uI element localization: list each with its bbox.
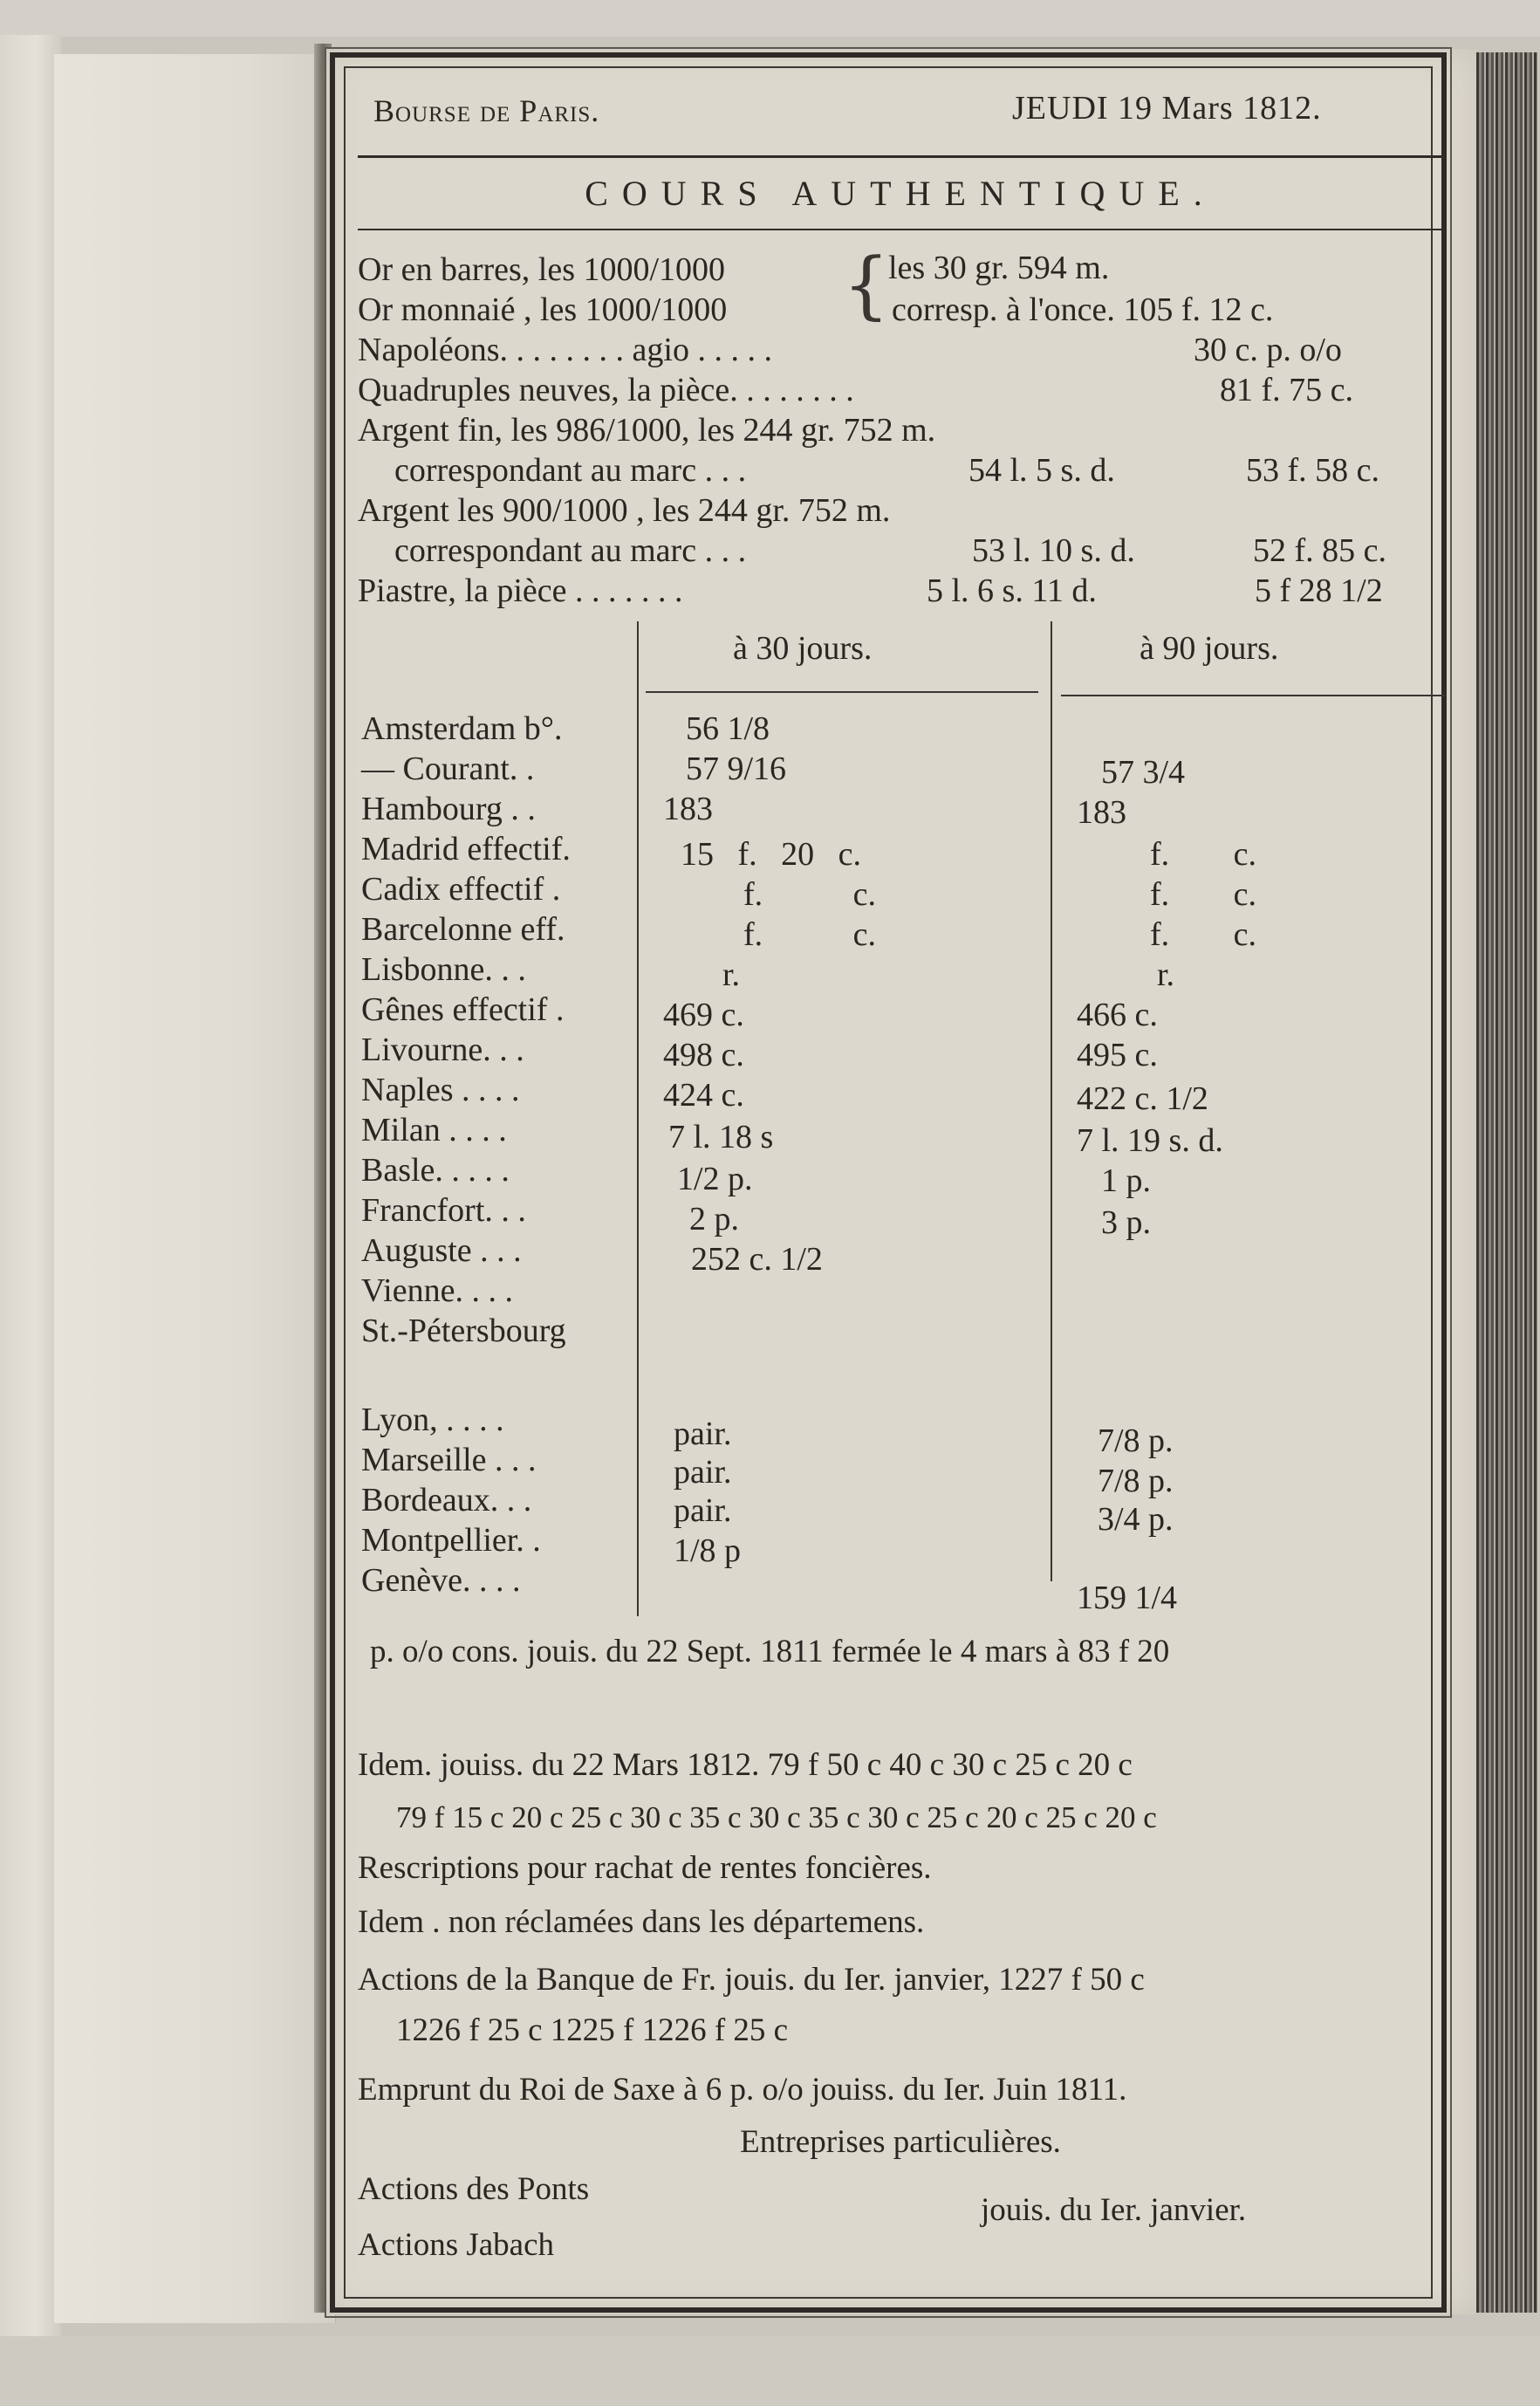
header-date: JEUDI 19 Mars 1812. <box>1012 90 1322 127</box>
quadruples: Quadruples neuves, la pièce. . . . . . . . <box>358 372 854 408</box>
rate30-naples: 424 c. <box>663 1077 744 1114</box>
actions-banque: Actions de la Banque de Fr. jouis. du Ier. janvier, 1227 f 50 c <box>358 1962 1145 1998</box>
place-bordeaux: Bordeaux. . . <box>361 1482 532 1518</box>
place-hambourg: Hambourg . . <box>361 791 536 827</box>
background-top <box>0 0 1540 37</box>
col-header-90: à 90 jours. <box>1140 630 1279 667</box>
rate30-amsterdam: 56 1/8 <box>686 710 770 747</box>
argent-fin-corr: correspondant au marc . . . <box>394 452 747 489</box>
actions-ponts: Actions des Ponts <box>358 2171 590 2207</box>
piastre-value: 5 f 28 1/2 <box>1255 572 1383 609</box>
rate30-madrid: 15 f. 20 c. <box>681 836 862 873</box>
exchange-column-divider-right <box>1051 621 1052 1581</box>
argent-900-corr: correspondant au marc . . . <box>394 532 747 569</box>
rate90-francfort: 3 p. <box>1101 1204 1151 1241</box>
rate30-cadix: f. c. <box>743 876 877 913</box>
rate90-lyon: 7/8 p. <box>1098 1422 1174 1459</box>
emprunt-saxe: Emprunt du Roi de Saxe à 6 p. o/o jouiss. du Ier. Juin 1811. <box>358 2072 1127 2108</box>
argent-900: Argent les 900/1000 , les 244 gr. 752 m. <box>358 492 891 529</box>
title-rule <box>358 229 1443 230</box>
or-monnaie: Or monnaié , les 1000/1000 <box>358 291 728 328</box>
rate90-naples: 422 c. 1/2 <box>1077 1080 1208 1117</box>
facing-blank-page <box>54 54 336 2323</box>
rescriptions: Rescriptions pour rachat de rentes foncières. <box>358 1850 932 1886</box>
rate30-montpellier: 1/8 p <box>674 1532 742 1569</box>
place-auguste: Auguste . . . <box>361 1232 522 1269</box>
rate30-bordeaux: pair. <box>674 1492 732 1529</box>
place-vienne: Vienne. . . . <box>361 1272 513 1309</box>
argent-900-value: 52 f. 85 c. <box>1253 532 1387 569</box>
rate90-bordeaux: 3/4 p. <box>1098 1501 1174 1538</box>
place-francfort: Francfort. . . <box>361 1192 526 1229</box>
napoleons: Napoléons. . . . . . . . agio . . . . . <box>358 332 772 368</box>
place-st-petersbourg: St.-Pétersbourg <box>361 1313 566 1349</box>
actions-jabach: Actions Jabach <box>358 2227 555 2263</box>
page-title: COURS AUTHENTIQUE. <box>585 174 1216 213</box>
place-geneve: Genève. . . . <box>361 1562 521 1599</box>
piastre-marc: 5 l. 6 s. 11 d. <box>927 572 1097 609</box>
rate30-courant: 57 9/16 <box>686 751 787 787</box>
napoleons-value: 30 c. p. o/o <box>1194 332 1342 368</box>
place-lisbonne: Lisbonne. . . <box>361 951 526 988</box>
rate30-marseille: pair. <box>674 1454 732 1491</box>
argent-fin-value: 53 f. 58 c. <box>1246 452 1380 489</box>
argent-fin-marc: 54 l. 5 s. d. <box>968 452 1115 489</box>
rate90-milan: 7 l. 19 s. d. <box>1077 1122 1223 1159</box>
exchange-column-divider-left <box>637 621 639 1616</box>
place-barcelonne: Barcelonne eff. <box>361 911 565 948</box>
rate90-genes: 466 c. <box>1077 997 1158 1033</box>
header-left: Bourse de Paris. <box>373 93 600 128</box>
rate90-courant: 57 3/4 <box>1101 754 1186 791</box>
rate30-auguste: 252 c. 1/2 <box>691 1241 823 1278</box>
quadruples-value: 81 f. 75 c. <box>1220 372 1354 408</box>
rentes-line-2: Idem. jouiss. du 22 Mars 1812. 79 f 50 c 40 c 30 c 25 c 20 c <box>358 1747 1133 1783</box>
page-stack-edges <box>1476 52 1537 2313</box>
left-page-edge <box>0 35 61 2339</box>
place-basle: Basle. . . . . <box>361 1152 510 1189</box>
place-amsterdam: Amsterdam b°. <box>361 710 563 747</box>
entreprises-heading: Entreprises particulières. <box>740 2124 1061 2160</box>
ponts-jouissance: jouis. du Ier. janvier. <box>981 2192 1247 2228</box>
col-header-rule-90 <box>1061 695 1445 696</box>
or-barres: Or en barres, les 1000/1000 <box>358 251 726 288</box>
rate90-geneve: 159 1/4 <box>1077 1580 1178 1616</box>
place-cadix: Cadix effectif . <box>361 871 561 908</box>
rate90-cadix: f. c. <box>1150 876 1257 913</box>
rate90-marseille: 7/8 p. <box>1098 1463 1174 1499</box>
place-genes: Gênes effectif . <box>361 991 565 1028</box>
rescriptions-idem: Idem . non réclamées dans les départemens. <box>358 1904 925 1940</box>
rate30-barcelonne: f. c. <box>743 916 877 953</box>
place-milan: Milan . . . . <box>361 1112 507 1148</box>
place-montpellier: Montpellier. . <box>361 1522 541 1559</box>
rentes-line-3: 79 f 15 c 20 c 25 c 30 c 35 c 30 c 35 c 30 c 25 c 20 c 25 c 20 c <box>396 1800 1157 1834</box>
rate30-hambourg: 183 <box>663 791 713 827</box>
rentes-line-1: p. o/o cons. jouis. du 22 Sept. 1811 fermée le 4 mars à 83 f 20 <box>370 1634 1170 1669</box>
argent-fin: Argent fin, les 986/1000, les 244 gr. 752 m. <box>358 412 936 449</box>
rate30-francfort: 2 p. <box>689 1201 739 1237</box>
rate30-livourne: 498 c. <box>663 1037 744 1073</box>
rate30-genes: 469 c. <box>663 997 744 1033</box>
rate90-livourne: 495 c. <box>1077 1037 1158 1073</box>
rate90-barcelonne: f. c. <box>1150 916 1257 953</box>
place-naples: Naples . . . . <box>361 1072 520 1108</box>
rate30-basle: 1/2 p. <box>677 1161 753 1197</box>
rate90-basle: 1 p. <box>1101 1162 1151 1199</box>
place-lyon: Lyon, . . . . <box>361 1402 504 1438</box>
rate30-milan: 7 l. 18 s <box>668 1119 774 1155</box>
argent-900-marc: 53 l. 10 s. d. <box>972 532 1135 569</box>
brace-or: { <box>843 242 890 327</box>
rate90-hambourg: 183 <box>1077 794 1126 831</box>
piastre: Piastre, la pièce . . . . . . . <box>358 572 683 609</box>
rate90-madrid: f. c. <box>1150 836 1257 873</box>
col-header-rule-30 <box>646 691 1038 693</box>
or-ounce: corresp. à l'once. 105 f. 12 c. <box>892 291 1274 328</box>
place-marseille: Marseille . . . <box>361 1442 537 1478</box>
or-weight: les 30 gr. 594 m. <box>888 250 1110 286</box>
place-livourne: Livourne. . . <box>361 1032 524 1068</box>
col-header-30: à 30 jours. <box>733 630 873 667</box>
header-rule <box>358 155 1443 158</box>
place-madrid: Madrid effectif. <box>361 831 571 867</box>
rate30-lyon: pair. <box>674 1415 732 1452</box>
place-courant: — Courant. . <box>361 751 535 787</box>
background-bottom <box>0 2336 1540 2406</box>
rate30-lisbonne: r. <box>722 956 741 993</box>
actions-banque-prices: 1226 f 25 c 1225 f 1226 f 25 c <box>396 2012 789 2048</box>
rate90-lisbonne: r. <box>1157 956 1175 993</box>
